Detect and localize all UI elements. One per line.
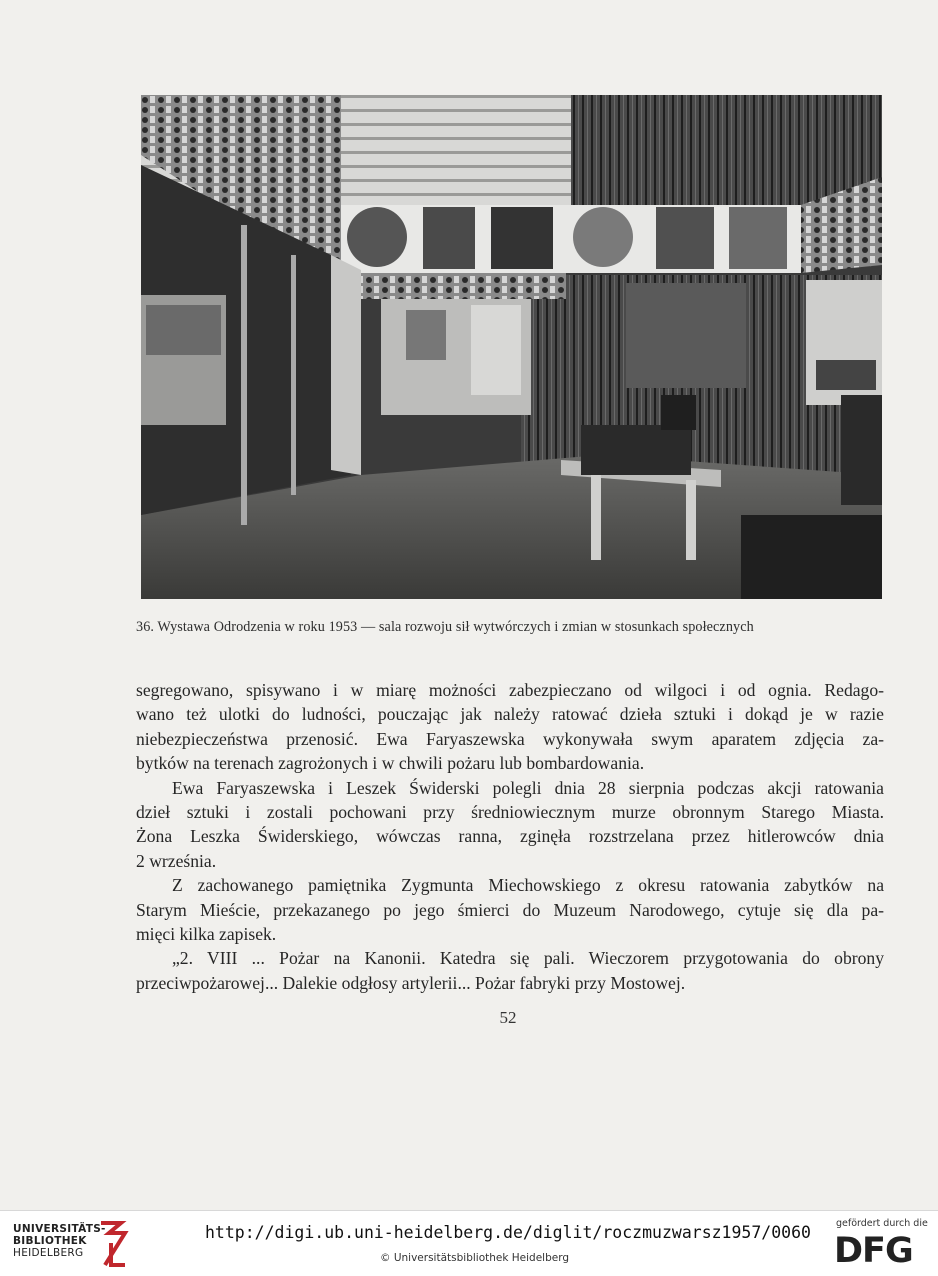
copyright-text: © Universitätsbibliothek Heidelberg bbox=[380, 1252, 570, 1264]
figure-caption: 36. Wystawa Odrodzenia w roku 1953 — sala rozwoju sił wytwórczych i zmian w stosunkach społecznych bbox=[136, 619, 754, 635]
text-line: mięci kilka zapisek. bbox=[136, 924, 277, 945]
text-line: Ewa Faryaszewska i Leszek Świderski polegli dnia 28 sierpnia podczas akcji ratowania bbox=[172, 777, 884, 798]
text-line: Starym Mieście, przekazanego po jego śmierci do Muzeum Narodowego, cytuje się dla pa- bbox=[136, 899, 884, 920]
text-line: 2 września. bbox=[136, 850, 217, 871]
body-text bbox=[136, 678, 884, 995]
text-line: segregowano, spisywano i w miarę możności zabezpieczano od wilgoci i od ognia. Redago- bbox=[136, 680, 884, 700]
text-line: wano też ulotki do ludności, pouczając jak należy ratować dzieła sztuki i dokąd je w razie bbox=[136, 704, 884, 725]
page-number: 52 bbox=[499, 1008, 517, 1027]
text-line: przeciwpożarowej... Dalekie odgłosy artylerii... Pożar fabryki przy Mostowej. bbox=[136, 972, 686, 993]
funding-label: gefördert durch die bbox=[836, 1218, 928, 1229]
permalink-url[interactable]: http://digi.ub.uni-heidelberg.de/diglit/roczmuzwarsz1957/0060 bbox=[205, 1223, 811, 1242]
exhibition-photo bbox=[141, 95, 882, 599]
text-line: Z zachowanego pamiętnika Zygmunta Miechowskiego z okresu ratowania zabytków na bbox=[172, 875, 884, 896]
text-line: bytków na terenach zagrożonych i w chwili pożaru lub bombardowania. bbox=[136, 753, 645, 774]
text-line: dzieł sztuki i zostali pochowani przy średniowiecznym murze obronnym Starego Miasta. bbox=[136, 802, 884, 823]
text-line: Żona Leszka Świderskiego, wówczas ranna, zginęła rozstrzelana przez hitlerowców dnia bbox=[136, 826, 884, 847]
text-line: „2. VIII ... Pożar na Kanonii. Katedra się pali. Wieczorem przygotowania do obrony bbox=[172, 948, 884, 969]
footer-bar bbox=[0, 1210, 938, 1276]
exhibition-hall-photo bbox=[141, 95, 882, 599]
library-name[interactable]: UNIVERSITÄTS- BIBLIOTHEK HEIDELBERG bbox=[13, 1223, 106, 1259]
library-logo-icon[interactable] bbox=[97, 1219, 129, 1269]
text-line: niebezpieczeństwa przenosić. Ewa Faryaszewska wykonywała swym aparatem zdjęcia za- bbox=[136, 728, 884, 749]
dfg-logo[interactable]: DFG bbox=[834, 1231, 913, 1271]
